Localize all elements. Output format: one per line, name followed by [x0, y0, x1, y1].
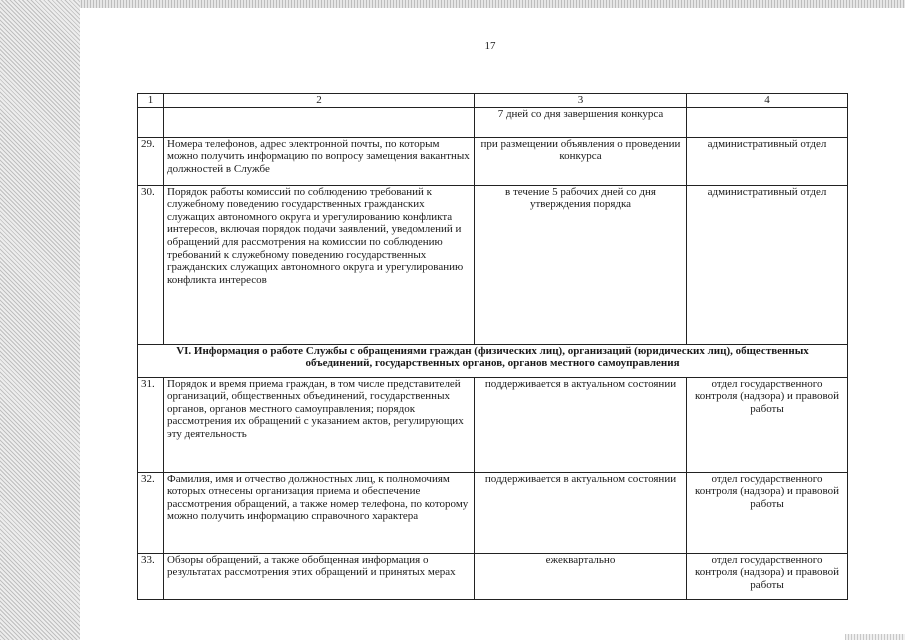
- table-header-row: [138, 94, 848, 108]
- table-row-30: [138, 185, 848, 344]
- row-number-cell: 31.: [138, 377, 164, 472]
- table-row-29: [138, 137, 848, 185]
- row-responsible-cell: отдел государственного контроля (надзора) и правовой работы: [687, 472, 848, 553]
- row-responsible-cell: административный отдел: [687, 137, 848, 185]
- row-text-cell: Порядок и время приема граждан, в том числе представителей организаций, общественных объединений, государственных органов, органов местного самоуправления; порядок рассмотрения их обращений с указанием актов, регулирующих эту деятельность: [164, 377, 475, 472]
- row-text-cell: [164, 107, 475, 137]
- scan-edge-top: [0, 0, 905, 8]
- row-text-cell: Фамилия, имя и отчество должностных лиц, к полномочиям которых отнесены организация приема и обеспечение рассмотрения обращений, а также номер телефона, по которому можно получить информацию справочного характера: [164, 472, 475, 553]
- row-text-cell: Порядок работы комиссий по соблюдению требований к служебному поведению государственных гражданских служащих автономного округа и урегулированию конфликта интересов, включая порядок подачи заявлений, уведомлений и обращений для рассмотрения на комиссии по соблюдению требований к служебному поведению государственных гражданских служащих автономного округа и урегулированию конфликта интересов: [164, 185, 475, 344]
- row-term-cell: в течение 5 рабочих дней со дня утверждения порядка: [475, 185, 687, 344]
- row-responsible-cell: [687, 107, 848, 137]
- section-heading-row: [138, 344, 848, 377]
- row-responsible-cell: административный отдел: [687, 185, 848, 344]
- row-number-cell: 32.: [138, 472, 164, 553]
- table-row-32: [138, 472, 848, 553]
- row-responsible-cell: отдел государственного контроля (надзора) и правовой работы: [687, 553, 848, 599]
- row-number-cell: 33.: [138, 553, 164, 599]
- row-number-cell: [138, 107, 164, 137]
- table-row-continuation: [138, 107, 848, 137]
- row-term-cell: ежеквартально: [475, 553, 687, 599]
- row-text-cell: Номера телефонов, адрес электронной почты, по которым можно получить информацию по вопросу замещения вакантных должностей в Службе: [164, 137, 475, 185]
- document-page: [80, 8, 905, 640]
- row-term-cell: поддерживается в актуальном состоянии: [475, 377, 687, 472]
- page-number: 17: [484, 40, 496, 52]
- column-header-3: 3: [475, 94, 687, 108]
- row-text-cell: Обзоры обращений, а также обобщенная информация о результатах рассмотрения этих обращений и принятых мерах: [164, 553, 475, 599]
- table-row-33: [138, 553, 848, 599]
- scan-edge-left: [0, 0, 80, 640]
- row-number-cell: 30.: [138, 185, 164, 344]
- column-header-4: 4: [687, 94, 848, 108]
- row-term-cell: 7 дней со дня завершения конкурса: [475, 107, 687, 137]
- information-table: [137, 93, 848, 600]
- table-row-31: [138, 377, 848, 472]
- section-heading: VI. Информация о работе Службы с обращениями граждан (физических лиц), организаций (юридических лиц), общественных объединений, государственных органов, органов местного самоуправления: [138, 344, 848, 377]
- scan-edge-bottom-right: [845, 634, 905, 640]
- column-header-2: 2: [164, 94, 475, 108]
- row-term-cell: поддерживается в актуальном состоянии: [475, 472, 687, 553]
- row-term-cell: при размещении объявления о проведении конкурса: [475, 137, 687, 185]
- row-number-cell: 29.: [138, 137, 164, 185]
- column-header-1: 1: [138, 94, 164, 108]
- row-responsible-cell: отдел государственного контроля (надзора) и правовой работы: [687, 377, 848, 472]
